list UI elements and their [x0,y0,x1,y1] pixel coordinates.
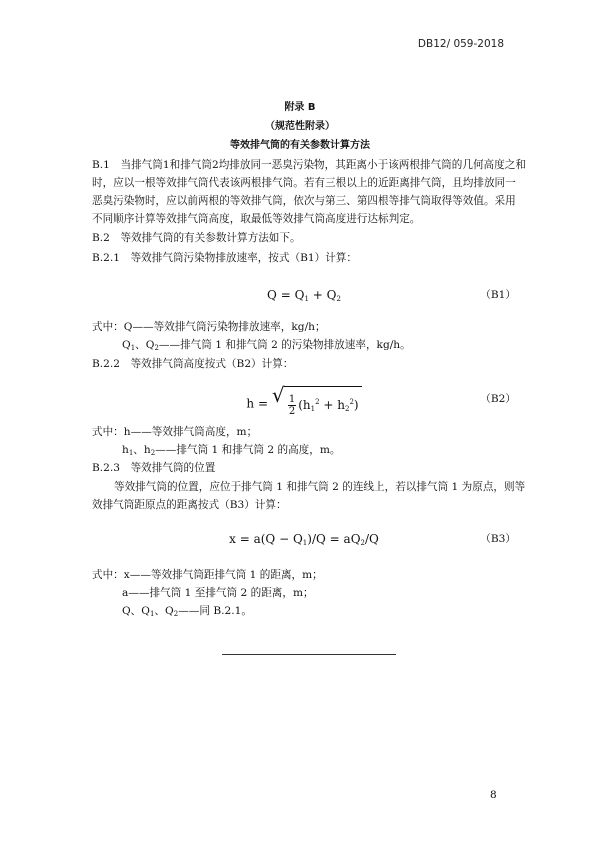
fraction-denominator: 2 [288,406,296,417]
formula-b1-term-q1: Q [294,288,305,302]
b21-where-line-2: $Q_1$、$Q_2——$排气筒 1 和排气筒 2 的污染物排放速率，kg/h。 [122,339,411,352]
b22-where-line-1: 式中：h——等效排气筒高度，m； [92,426,258,438]
formula-b2-radicand: $\frac{1}{2}$ $(h_1^2 + h_2^2)$ [284,386,362,422]
end-rule [222,654,396,655]
standard-code: DB12/ 059-2018 [417,38,504,50]
b22-heading: B.2.2 等效排气筒高度按式（B2）计算： [92,358,294,370]
b23-para-line-2: 效排气筒距原点的距离按式（B3）计算： [92,499,287,511]
formula-b1-expression [92,284,516,310]
formula-b1-sub-1: 1 [304,295,309,303]
formula-b2-expression [92,383,516,422]
formula-b3 [92,528,516,550]
appendix-subject: 等效排气筒的有关参数计算方法 [230,140,370,151]
b23-where-line-1: 式中：x——等效排气筒距排气筒 1 的距离，m； [92,569,323,581]
appendix-nature: （规范性附录） [265,121,335,132]
b23-heading: B.2.3 等效排气筒的位置 [92,462,216,474]
formula-b2-sqrt [271,383,362,422]
formula-b2-lhs: h [246,396,255,411]
formula-b3-lhs: x [229,532,236,546]
appendix-title: 附录 B [284,102,316,113]
b21-heading: B.2.1 等效排气筒污染物排放速率，按式（B1）计算： [92,252,357,264]
formula-b3-number: （B3） [480,533,516,545]
b1-line-4: 不同顺序计算等效排气筒高度，取最低等效排气筒高度进行达标判定。 [92,213,421,225]
b21-where-line-1: 式中：Q——等效排气筒污染物排放速率，kg/h； [92,321,326,333]
formula-b2-equals: = [257,396,268,411]
formula-b2-fraction [288,394,296,417]
b1-line-1: B.1 当排气筒1和排气筒2均排放同一恶臭污染物，其距离小于该两根排气筒的几何高度之和 [92,159,526,171]
fraction-numerator: 1 [288,394,296,405]
formula-b1-equals: = [280,288,291,302]
b1-line-2: 时，应以一根等效排气筒代表该两根排气筒。若有三根以上的近距离排气筒，且均排放同一 [92,177,516,189]
formula-b2-number: （B2） [480,393,516,405]
formula-b3-expression: $x = a(Q - Q_1)/Q = aQ_2/Q$ [229,532,379,547]
formula-b1-sub-2: 2 [336,295,341,303]
formula-b1-plus: + [312,288,323,302]
page-number: 8 [490,789,497,801]
radical-icon: √ [271,383,285,407]
formula-b1-number: （B1） [480,289,516,301]
formula-b3-equals-2: = [329,532,340,546]
formula-b2 [92,383,516,417]
b23-where-line-3: Q、$Q_1$、$Q_2——$同 B.2.1。 [122,605,252,618]
b22-where-line-2: $h_1$、$h_2——$排气筒 1 和排气筒 2 的高度，m。 [122,444,341,457]
formula-b3-equals: = [239,532,250,546]
b2-heading: B.2 等效排气筒的有关参数计算方法如下。 [92,232,301,244]
b23-where-line-2: a——排气筒 1 至排气筒 2 的距离，m； [122,587,314,599]
formula-b1 [92,284,516,306]
b1-line-3: 恶臭污染物时，应以前两根的等效排气筒，依次与第三、第四根等排气筒取得等效值。采用 [92,195,516,207]
formula-b1-term-q2: Q [326,288,337,302]
formula-b1-lhs: Q [267,288,277,302]
b23-para-line-1: 等效排气筒的位置，应位于排气筒 1 和排气筒 2 的连线上，若以排气筒 1 为原点，则等 [114,481,526,493]
